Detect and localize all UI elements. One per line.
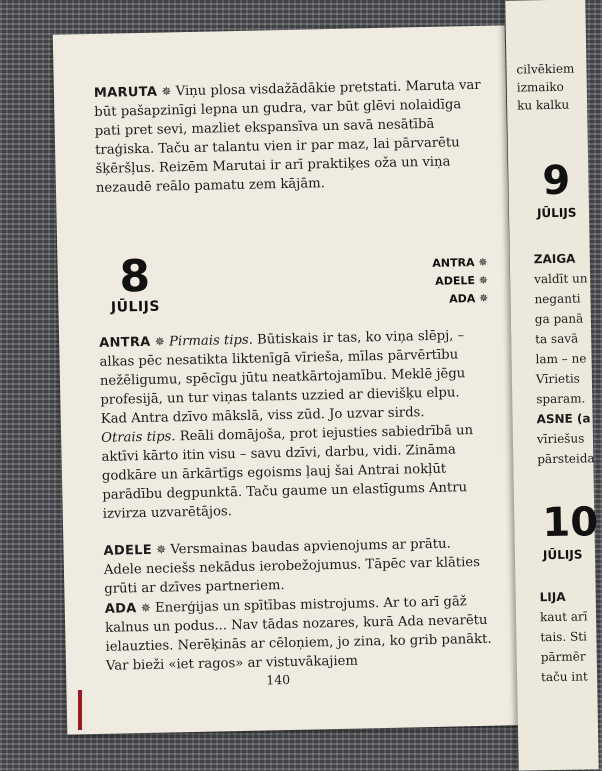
date-month: JŪLIJS bbox=[110, 298, 161, 316]
right-text-line: pārsteida bbox=[537, 451, 595, 467]
maruta-text: Viņu plosa visdažādākie pretstati. Maruta var būt pašapzinīgi lepna un gudra, var būt glēvi nolaidīga pati pret sevi, mazliet ekspansīva un savā nesātībā traģiska. Taču ar talantu vien ir par maz, lai pārvarētu šķēršļus. Reizēm Marutai ir arī praktiķes oža un viņa nezaudē reālo pamatu zem kājām. bbox=[94, 77, 481, 196]
asterisk-icon: ✵ bbox=[140, 600, 151, 616]
left-book-page bbox=[53, 25, 520, 734]
adele-entry bbox=[103, 534, 492, 599]
right-text-line: izmaiko bbox=[516, 79, 564, 95]
adele-text: Versmainas baudas apvienojums ar prātu. Adele neciešs nekādus ierobežojumus. Tāpēc var klāties grūti ar dzīves partneriem. bbox=[103, 536, 481, 597]
right-text-line: ku kalku bbox=[516, 97, 570, 113]
asterisk-icon: ✵ bbox=[161, 84, 172, 99]
date-number: 10 bbox=[542, 499, 599, 547]
right-text-line: lam – ne bbox=[535, 351, 587, 367]
date-number: 9 bbox=[542, 157, 571, 205]
right-text-line: cilvēkiem bbox=[516, 61, 575, 77]
right-text-line: Vīrietis bbox=[535, 371, 581, 387]
page-number: 140 bbox=[266, 671, 291, 688]
name-list-item: ANTRA ✵ bbox=[432, 255, 488, 270]
date-month: JŪLIJS bbox=[542, 547, 583, 563]
maruta-entry bbox=[94, 76, 484, 198]
ada-name: ADA bbox=[104, 601, 137, 617]
right-text-line: vīriešus bbox=[536, 431, 585, 447]
right-text-line: valdīt un bbox=[534, 271, 588, 287]
right-book-page bbox=[505, 0, 598, 771]
name-list-item: ADA ✵ bbox=[448, 291, 489, 306]
right-text-line: kaut arī bbox=[539, 609, 588, 625]
book-cover-edge bbox=[78, 690, 82, 730]
maruta-name: MARUTA bbox=[93, 84, 158, 101]
date-heading-8 bbox=[99, 250, 170, 316]
name-day-list bbox=[432, 254, 488, 309]
ada-entry bbox=[105, 592, 495, 676]
right-text-line: neganti bbox=[534, 291, 581, 307]
date-month: JŪLIJS bbox=[536, 205, 577, 221]
right-name: LIJA bbox=[539, 589, 566, 605]
ada-text: Enerģijas un spītības mistrojums. Ar to arī gāž kalnus un podus... Nav tādas nozares, kurā Ada nevarētu ielauzties. Nerēķinās ar cēloņiem, jo zina, ko grib panākt. Var bieži «iet ragos» ar vistuvākajiem bbox=[105, 594, 492, 674]
adele-name: ADELE bbox=[103, 542, 153, 559]
date-number: 8 bbox=[118, 250, 151, 303]
antra-entry bbox=[99, 326, 491, 524]
right-text-line: ga panā bbox=[534, 311, 584, 327]
right-text-line: tais. Sti bbox=[540, 629, 587, 645]
antra-type1-text: Būtiskais ir tas, ko viņa slēpj, – alkas pēc nesatikta liktenīgā vīrieša, mīlas pārvērtību nežēligumu, spēcīgu jūtu neatkārtojamību. Meklē jēgu profesijā, un tur viņas talants uzzied ar dievišķu elpu. Kad Antra dzīvo mākslā, viss zūd. Jo uzvar sirds. bbox=[99, 328, 466, 427]
antra-type1-label: Pirmais tips. bbox=[168, 332, 254, 350]
right-text-line: taču int bbox=[540, 669, 588, 685]
right-text-line: sparam. bbox=[536, 391, 586, 407]
antra-name: ANTRA bbox=[99, 334, 151, 351]
right-text-line: ta savā bbox=[535, 331, 579, 347]
name-list-item: ADELE ✵ bbox=[435, 273, 489, 288]
right-name: ASNE (a bbox=[536, 411, 591, 427]
right-text-line: pārmēr bbox=[540, 649, 586, 665]
asterisk-icon: ✵ bbox=[154, 334, 165, 349]
antra-type2-text: Reāli domājoša, prot iejusties sabiedrībā un aktīvi kārto itin visu – savu dzīvi, darbu, vidi. Zināma godkāre un ārkārtīgs egoisms ļauj šai Antrai nokļūt parādību degpunktā. Taču gaume un elastīgums Antru izvirza uzvarētājos. bbox=[101, 423, 474, 522]
right-name: ZAIGA bbox=[533, 251, 576, 267]
antra-type2-label: Otrais tips. bbox=[101, 429, 176, 446]
asterisk-icon: ✵ bbox=[155, 542, 167, 557]
